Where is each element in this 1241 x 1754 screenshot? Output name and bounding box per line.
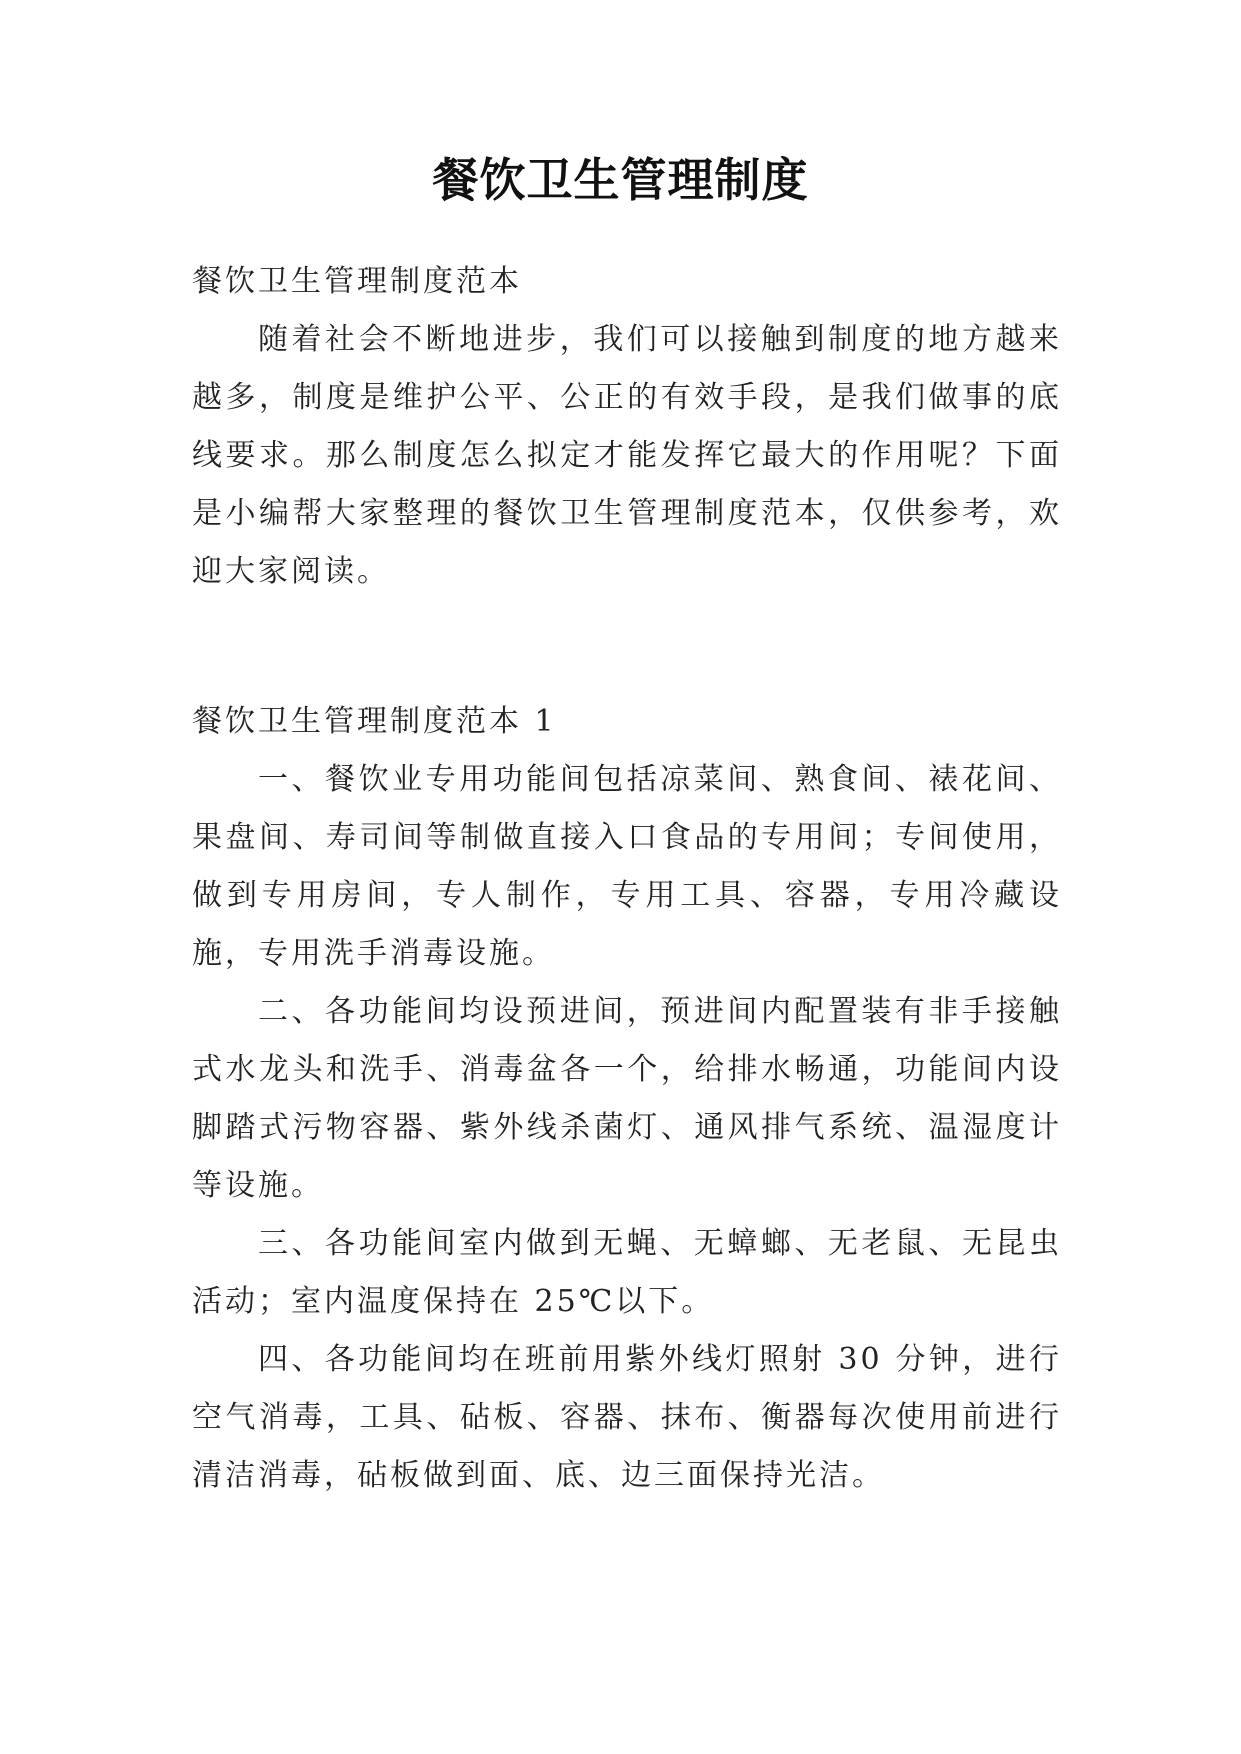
section1-paragraph: 一、餐饮业专用功能间包括凉菜间、熟食间、裱花间、果盘间、寿司间等制做直接入口食品的专用间；专间使用，做到专用房间，专人制作，专用工具、容器，专用冷藏设施，专用洗手消毒设施。 [192, 762, 1062, 971]
intro-heading: 餐饮卫生管理制度范本 [192, 264, 522, 299]
section1-paragraph: 三、各功能间室内做到无蝇、无蟑螂、无老鼠、无昆虫活动；室内温度保持在 25℃以下。 [192, 1226, 1062, 1319]
section1-paragraph: 四、各功能间均在班前用紫外线灯照射 30 分钟，进行空气消毒，工具、砧板、容器、抹布、衡器每次使用前进行清洁消毒，砧板做到面、底、边三面保持光洁。 [192, 1342, 1062, 1493]
section1-heading: 餐饮卫生管理制度范本 1 [192, 704, 557, 739]
section1-body [192, 751, 1062, 1505]
intro-section [192, 311, 1062, 601]
section1-paragraph: 二、各功能间均设预进间，预进间内配置装有非手接触式水龙头和洗手、消毒盆各一个，给排水畅通，功能间内设脚踏式污物容器、紫外线杀菌灯、通风排气系统、温湿度计等设施。 [192, 994, 1062, 1203]
document-title: 餐饮卫生管理制度 [432, 153, 809, 207]
intro-paragraph: 随着社会不断地进步，我们可以接触到制度的地方越来越多，制度是维护公平、公正的有效手段，是我们做事的底线要求。那么制度怎么拟定才能发挥它最大的作用呢？下面是小编帮大家整理的餐饮卫生管理制度范本，仅供参考，欢迎大家阅读。 [192, 322, 1062, 589]
